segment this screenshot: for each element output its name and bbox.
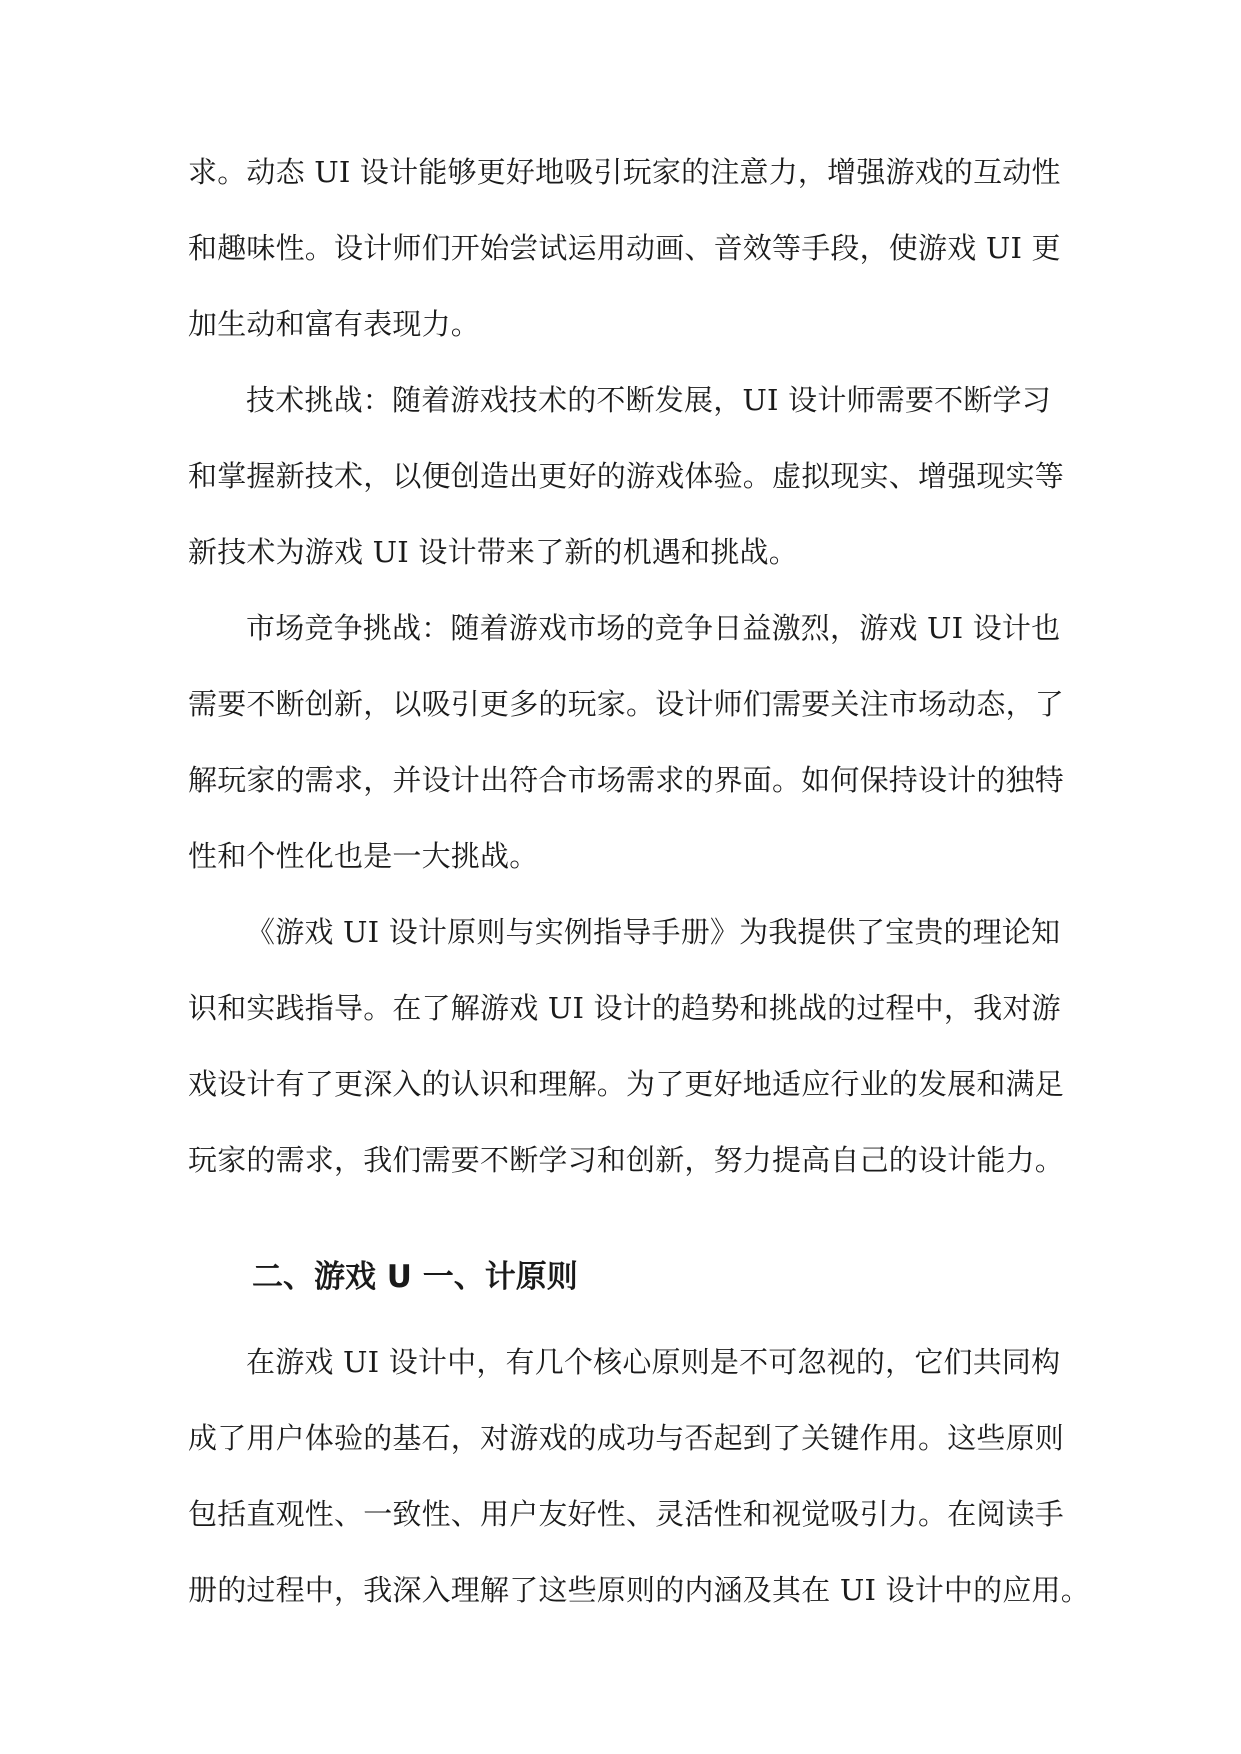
document-page (188, 134, 1090, 1628)
section-paragraph (188, 1324, 1090, 1628)
paragraph-2 (188, 362, 1065, 590)
paragraph-3 (188, 590, 1065, 894)
paragraph-line: 性和个性化也是一大挑战。 (188, 839, 539, 873)
paragraph-line: 新技术为游戏 UI 设计带来了新的机遇和挑战。 (188, 535, 798, 569)
paragraph-line: 和趣味性。设计师们开始尝试运用动画、音效等手段，使游戏 UI 更 (188, 231, 1061, 265)
paragraph-line: 在游戏 UI 设计中，有几个核心原则是不可忽视的，它们共同构 (246, 1345, 1061, 1379)
paragraph-line: 市场竞争挑战：随着游戏市场的竞争日益激烈，游戏 UI 设计也 (246, 611, 1061, 645)
paragraph-line: 包括直观性、一致性、用户友好性、灵活性和视觉吸引力。在阅读手 (188, 1497, 1065, 1531)
paragraph-line: 册的过程中，我深入理解了这些原则的内涵及其在 UI 设计中的应用。 (188, 1573, 1090, 1607)
paragraph-line: 戏设计有了更深入的认识和理解。为了更好地适应行业的发展和满足 (188, 1067, 1065, 1101)
section-heading: 二、游戏 U 一、计原则 (252, 1259, 578, 1295)
paragraph-line: 《游戏 UI 设计原则与实例指导手册》为我提供了宝贵的理论知 (246, 915, 1061, 949)
paragraph-line: 需要不断创新，以吸引更多的玩家。设计师们需要关注市场动态，了 (188, 687, 1065, 721)
paragraph-4 (188, 894, 1065, 1198)
paragraph-line: 和掌握新技术，以便创造出更好的游戏体验。虚拟现实、增强现实等 (188, 459, 1065, 493)
paragraph-line: 玩家的需求，我们需要不断学习和创新，努力提高自己的设计能力。 (188, 1143, 1065, 1177)
paragraph-line: 解玩家的需求，并设计出符合市场需求的界面。如何保持设计的独特 (188, 763, 1065, 797)
paragraph-line: 识和实践指导。在了解游戏 UI 设计的趋势和挑战的过程中，我对游 (188, 991, 1061, 1025)
paragraph-line: 求。动态 UI 设计能够更好地吸引玩家的注意力，增强游戏的互动性 (188, 155, 1061, 189)
paragraph-1 (188, 134, 1061, 362)
paragraph-line: 成了用户体验的基石，对游戏的成功与否起到了关键作用。这些原则 (188, 1421, 1065, 1455)
paragraph-line: 加生动和富有表现力。 (188, 307, 481, 341)
paragraph-line: 技术挑战：随着游戏技术的不断发展，UI 设计师需要不断学习 (246, 383, 1051, 417)
